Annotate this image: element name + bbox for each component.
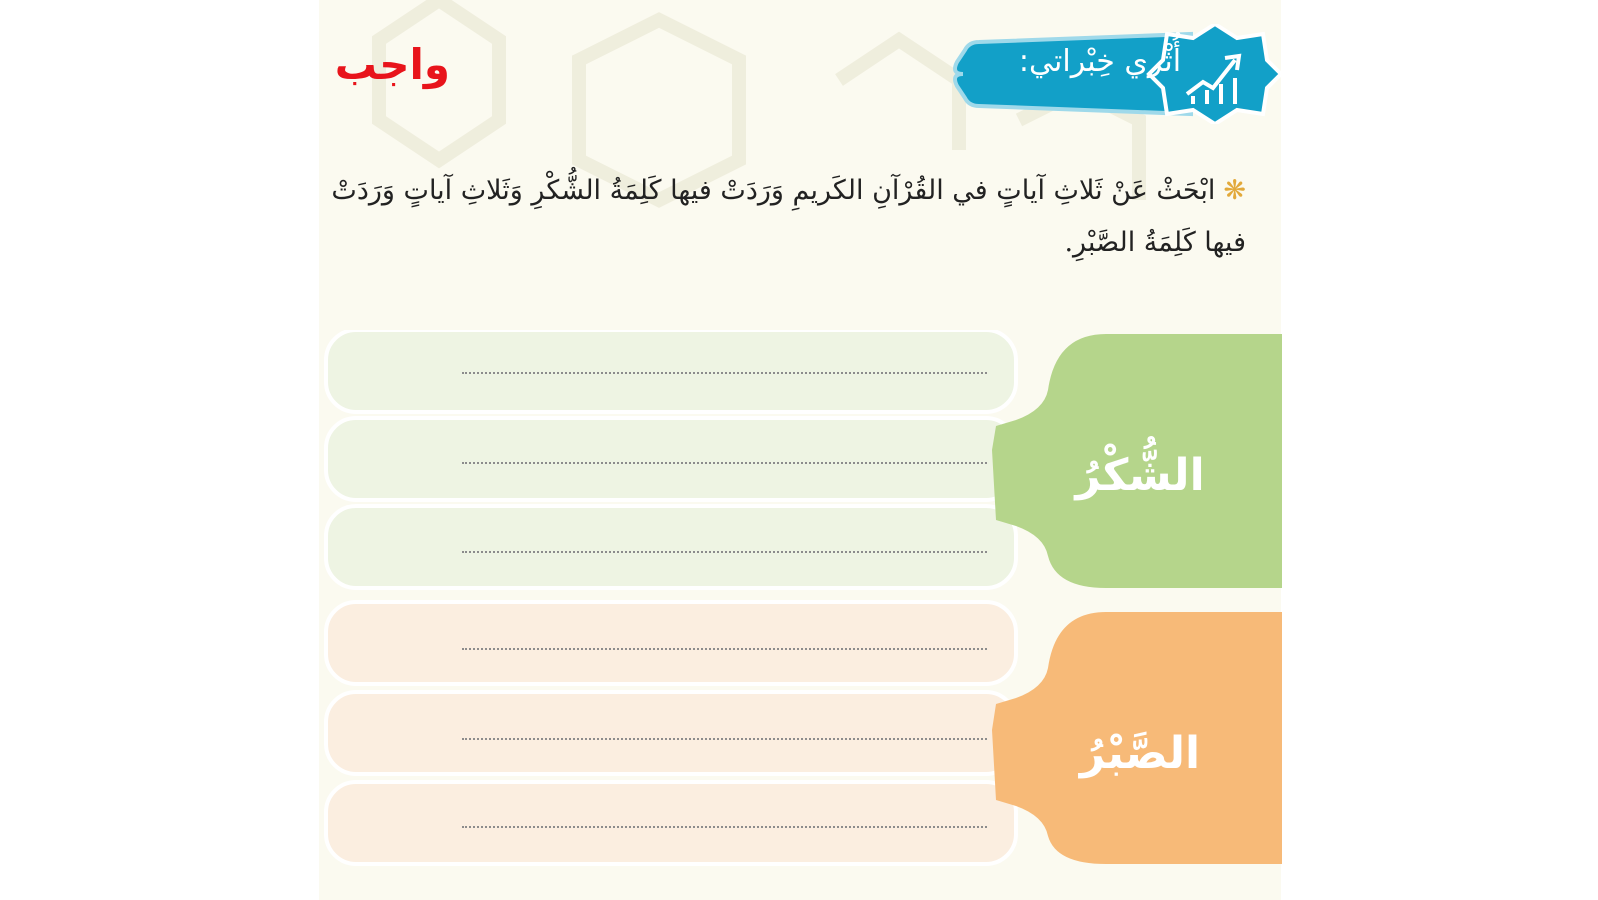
answer-row-bg: [326, 602, 1016, 684]
answer-row-bg: [326, 506, 1016, 588]
bullet-icon: ❋: [1223, 175, 1246, 206]
instruction-body: ابْحَثْ عَنْ ثَلاثِ آياتٍ في القُرْآنِ الكَريمِ وَرَدَتْ فيها كَلِمَةُ الشُّكْرِ وَثَلاثِ آياتٍ وَرَدَتْ فيها كَلِمَةُ الصَّبْرِ.: [331, 175, 1246, 258]
instruction-text: [318, 165, 1246, 269]
answer-row-bg: [326, 330, 1016, 412]
answer-line[interactable]: [462, 648, 987, 650]
answer-line[interactable]: [462, 826, 987, 828]
homework-label: واجب: [334, 40, 450, 89]
answer-line[interactable]: [462, 551, 987, 553]
answer-row-bg: [326, 692, 1016, 774]
label-shukr: الشُّكْرُ: [1075, 450, 1205, 501]
label-sabr: الصَّبْرُ: [1079, 728, 1201, 779]
answer-row-bg: [326, 418, 1016, 500]
answer-line[interactable]: [462, 738, 987, 740]
answer-line[interactable]: [462, 462, 987, 464]
banner-title: أُثْري خِبْراتي:: [1018, 44, 1182, 79]
answer-row-bg: [326, 782, 1016, 864]
answer-line[interactable]: [462, 372, 987, 374]
answer-sections: [316, 330, 1282, 900]
